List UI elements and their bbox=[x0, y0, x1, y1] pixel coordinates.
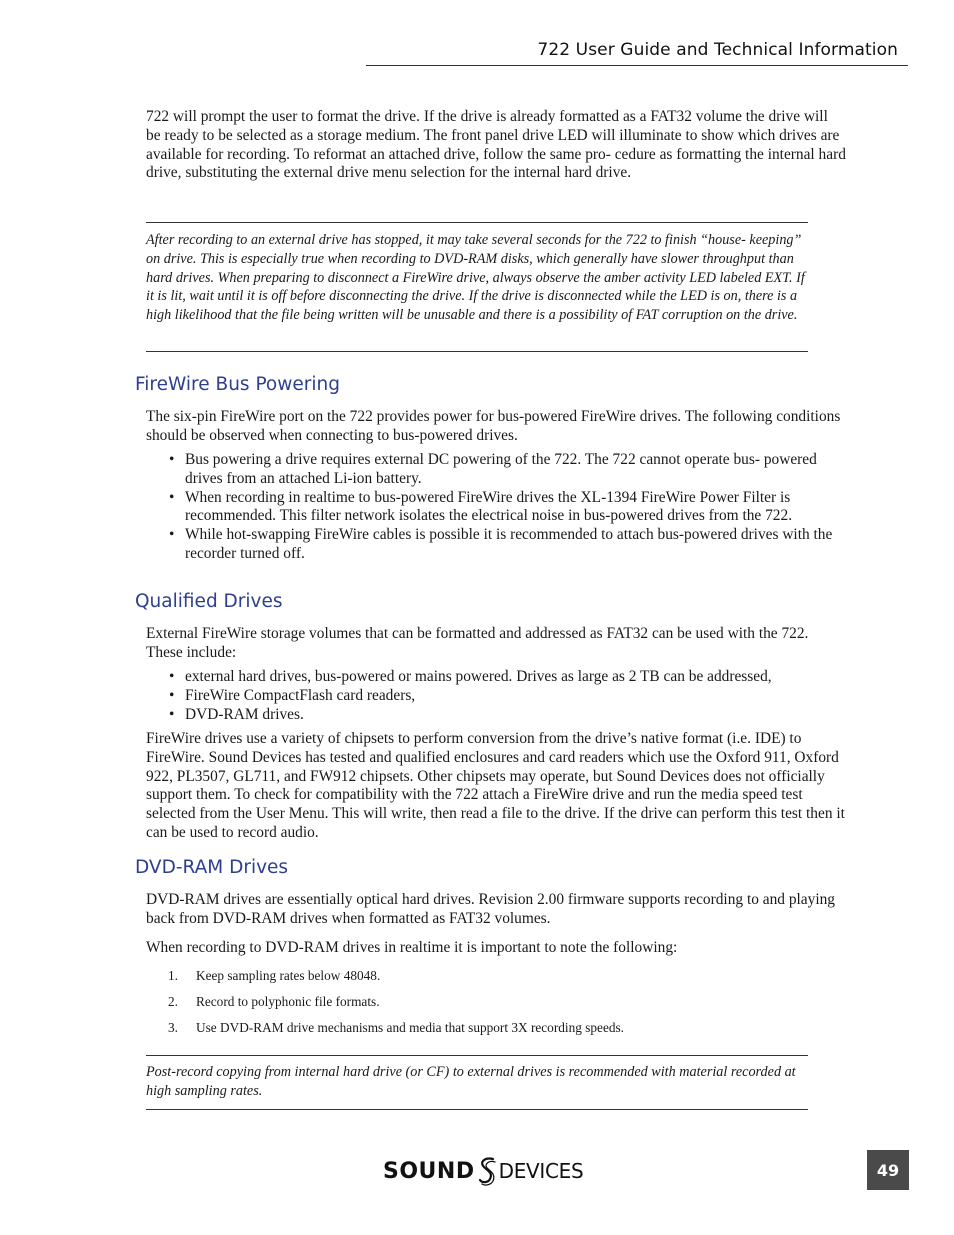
running-header-title: 722 User Guide and Technical Information bbox=[537, 40, 898, 60]
list-item bbox=[146, 993, 846, 1019]
list-item: • When recording in realtime to bus-powered FireWire drives the XL-1394 FireWire Power Filter is recommended. This filter network isolates the electrical noise in bus-powered drives from the 722. bbox=[146, 489, 846, 527]
step-number: 3. bbox=[168, 1020, 178, 1035]
step-text: Use DVD-RAM drive mechanisms and media that support 3X recording speeds. bbox=[196, 1020, 624, 1035]
list-item: • While hot-swapping FireWire cables is possible it is recommended to attach bus-powered drives with the recorder turned off. bbox=[146, 526, 846, 564]
note-box-post-record bbox=[146, 1055, 808, 1110]
qualified-chipsets-paragraph: FireWire drives use a variety of chipsets to perform conversion from the drive’s native format (i.e. IDE) to FireWire. Sound Devices has tested and qualified enclosures and card readers which use the Oxford 911, Oxford 922, PL3507, GL711, and FW912 chipsets. Other chipsets may operate, but Sound Devices does not officially support them. To check for compatibility with the 722 attach a FireWire drive and run the media speed test selected from the User Menu. This will write, then read a file to the drive. If the drive can perform this test then it can be used to record audio. bbox=[146, 730, 845, 841]
list-item bbox=[146, 1019, 846, 1045]
section-heading-dvd-ram-drives: DVD-RAM Drives bbox=[135, 857, 289, 878]
step-text: Keep sampling rates below 48048. bbox=[196, 968, 381, 983]
sound-devices-logo bbox=[383, 1155, 583, 1187]
firewire-paragraph: The six-pin FireWire port on the 722 provides power for bus-powered FireWire drives. The following conditions should be observed when connecting to bus-powered drives. bbox=[146, 408, 841, 444]
note-text: Post-record copying from internal hard drive (or CF) to external drives is recommended with material recorded at high sampling rates. bbox=[146, 1064, 796, 1099]
step-text: Record to polyphonic file formats. bbox=[196, 994, 380, 1009]
qualified-bullet-list bbox=[146, 668, 846, 724]
list-item: • Bus powering a drive requires external DC powering of the 722. The 722 cannot operate bus- powered drives from an attached Li-ion battery. bbox=[146, 451, 846, 489]
section-heading-qualified-drives: Qualified Drives bbox=[135, 591, 283, 612]
logo-text-devices: DEVICES bbox=[498, 1159, 584, 1183]
list-item: • external hard drives, bus-powered or mains powered. Drives as large as 2 TB can be addressed, bbox=[146, 668, 846, 687]
dvdram-steps-list bbox=[146, 967, 846, 1045]
step-number: 2. bbox=[168, 994, 178, 1009]
section-heading-firewire-bus-powering: FireWire Bus Powering bbox=[135, 374, 340, 395]
qualified-paragraph: External FireWire storage volumes that can be formatted and addressed as FAT32 can be used with the 722. These include: bbox=[146, 625, 809, 661]
dvdram-paragraph: DVD-RAM drives are essentially optical hard drives. Revision 2.00 firmware supports recording to and playing back from DVD-RAM drives when formatted as FAT32 volumes. bbox=[146, 891, 836, 927]
logo-text-sound: SOUND bbox=[383, 1158, 475, 1184]
note-text: After recording to an external drive has stopped, it may take several seconds for the 722 to finish “house- keeping” on drive. This is especially true when recording to DVD-RAM disks, which generally have slower throughput than hard drives. When preparing to disconnect a FireWire drive, always observe the amber activity LED labeled EXT. If it is lit, wait until it is off before disconnecting the drive. If the drive is disconnected while the LED is on, there is a high likelihood that the file being written will be unusable and there is a possibility of FAT corruption on the drive. bbox=[146, 232, 805, 324]
intro-paragraph: 722 will prompt the user to format the drive. If the drive is already formatted as a FAT32 volume the drive will be ready to be selected as a storage medium. The front panel drive LED will illuminate to show which drives are available for recording. To reformat an attached drive, follow the same pro- cedure as formatting the internal hard drive, substituting the external drive menu selection for the internal hard drive. bbox=[146, 108, 846, 182]
note-box-external-drive bbox=[146, 222, 808, 352]
logo-swirl-icon bbox=[476, 1155, 498, 1187]
list-item: • DVD-RAM drives. bbox=[146, 706, 846, 725]
list-item: • FireWire CompactFlash card readers, bbox=[146, 687, 846, 706]
header-rule bbox=[366, 65, 908, 66]
step-number: 1. bbox=[168, 968, 178, 983]
firewire-bullet-list bbox=[146, 451, 846, 564]
dvdram-paragraph-2: When recording to DVD-RAM drives in realtime it is important to note the following: bbox=[146, 939, 678, 956]
list-item bbox=[146, 967, 846, 993]
page-number-badge: 49 bbox=[867, 1150, 909, 1190]
